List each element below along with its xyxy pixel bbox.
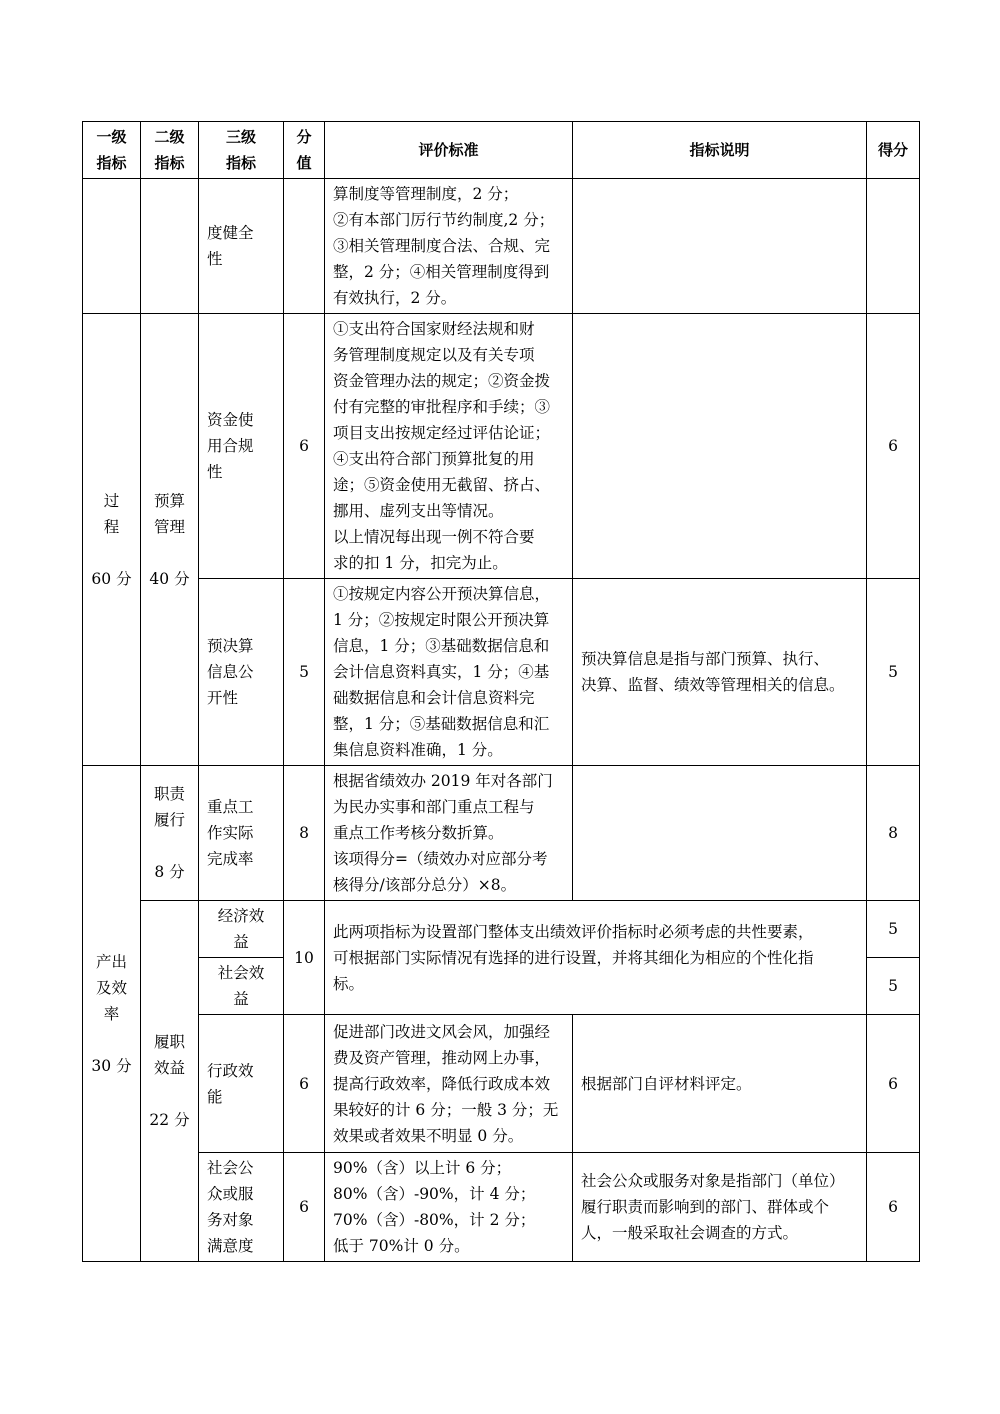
- level1-process-cell: 过 程 60 分: [83, 314, 141, 766]
- level3-cell: 社会公 众或服 务对象 满意度: [199, 1153, 284, 1262]
- level2-budget-cell: 预算 管理 40 分: [141, 314, 199, 766]
- score-cell: [284, 179, 325, 314]
- header-level3: 三级 指标: [199, 122, 284, 179]
- evaluation-table: [82, 121, 920, 1262]
- table-row: [83, 1153, 920, 1262]
- score-cell: 6: [284, 1015, 325, 1153]
- level1-output-cell: 产出 及效 率 30 分: [83, 766, 141, 1262]
- level3-cell: 经济效 益: [199, 901, 284, 958]
- table-row: [83, 179, 920, 314]
- criteria-cell: 90%（含）以上计 6 分； 80%（含）-90%，计 4 分； 70%（含）-80%，计 2 分； 低于 70%计 0 分。: [325, 1153, 573, 1262]
- header-score: 分 值: [284, 122, 325, 179]
- level3-cell: 重点工 作实际 完成率: [199, 766, 284, 901]
- level3-cell: 资金使 用合规 性: [199, 314, 284, 579]
- got-cell: 6: [867, 1153, 920, 1262]
- criteria-cell: 促进部门改进文风会风，加强经 费及资产管理，推动网上办事， 提高行政效率，降低行政成本效 果较好的计 6 分；一般 3 分；无 效果或者效果不明显 0 分。: [325, 1015, 573, 1153]
- header-level2: 二级 指标: [141, 122, 199, 179]
- table-row: [83, 901, 920, 958]
- level3-cell: 社会效 益: [199, 958, 284, 1015]
- note-cell: [573, 314, 867, 579]
- table-row: [83, 1015, 920, 1153]
- score-cell: 5: [284, 579, 325, 766]
- got-cell: [867, 179, 920, 314]
- level3-cell: 度健全 性: [199, 179, 284, 314]
- criteria-cell: 根据省绩效办 2019 年对各部门 为民办实事和部门重点工程与 重点工作考核分数折算。 该项得分=（绩效办对应部分考 核得分/该部分总分）×8。: [325, 766, 573, 901]
- header-row: [83, 122, 920, 179]
- header-criteria: 评价标准: [325, 122, 573, 179]
- score-cell: 6: [284, 314, 325, 579]
- level1-cell: [83, 179, 141, 314]
- score-cell: 6: [284, 1153, 325, 1262]
- got-cell: 5: [867, 958, 920, 1015]
- note-cell: 预决算信息是指与部门预算、执行、 决算、监督、绩效等管理相关的信息。: [573, 579, 867, 766]
- got-cell: 5: [867, 901, 920, 958]
- level2-duty-cell: 职责 履行 8 分: [141, 766, 199, 901]
- shared-criteria-cell: 此两项指标为设置部门整体支出绩效评价指标时必须考虑的共性要素， 可根据部门实际情况有选择的进行设置，并将其细化为相应的个性化指 标。: [325, 901, 867, 1015]
- level3-cell: 行政效 能: [199, 1015, 284, 1153]
- header-got: 得分: [867, 122, 920, 179]
- table-row: [83, 314, 920, 579]
- header-level1: 一级 指标: [83, 122, 141, 179]
- score-cell: 10: [284, 901, 325, 1015]
- note-cell: [573, 766, 867, 901]
- got-cell: 8: [867, 766, 920, 901]
- header-note: 指标说明: [573, 122, 867, 179]
- got-cell: 6: [867, 314, 920, 579]
- note-cell: 社会公众或服务对象是指部门（单位） 履行职责而影响到的部门、群体或个 人，一般采取社会调查的方式。: [573, 1153, 867, 1262]
- got-cell: 6: [867, 1015, 920, 1153]
- note-cell: 根据部门自评材料评定。: [573, 1015, 867, 1153]
- level3-cell: 预决算 信息公 开性: [199, 579, 284, 766]
- table-row: [83, 766, 920, 901]
- score-cell: 8: [284, 766, 325, 901]
- criteria-cell: ①支出符合国家财经法规和财 务管理制度规定以及有关专项 资金管理办法的规定；②资金拨 付有完整的审批程序和手续；③ 项目支出按规定经过评估论证； ④支出符合部门预算批复的用 途；⑤资金使用无截留、挤占、 挪用、虚列支出等情况。 以上情况每出现一例不符合要 求的扣 1 分，扣完为止。: [325, 314, 573, 579]
- criteria-cell: ①按规定内容公开预决算信息， 1 分；②按规定时限公开预决算 信息，1 分；③基础数据信息和 会计信息资料真实，1 分；④基 础数据信息和会计信息资料完 整，1 分；⑤基础数据信息和汇 集信息资料准确，1 分。: [325, 579, 573, 766]
- note-cell: [573, 179, 867, 314]
- level2-benefit-cell: 履职 效益 22 分: [141, 901, 199, 1262]
- level2-cell: [141, 179, 199, 314]
- got-cell: 5: [867, 579, 920, 766]
- table-row: [83, 579, 920, 766]
- criteria-cell: 算制度等管理制度，2 分； ②有本部门厉行节约制度,2 分； ③相关管理制度合法、合规、完 整，2 分；④相关管理制度得到 有效执行，2 分。: [325, 179, 573, 314]
